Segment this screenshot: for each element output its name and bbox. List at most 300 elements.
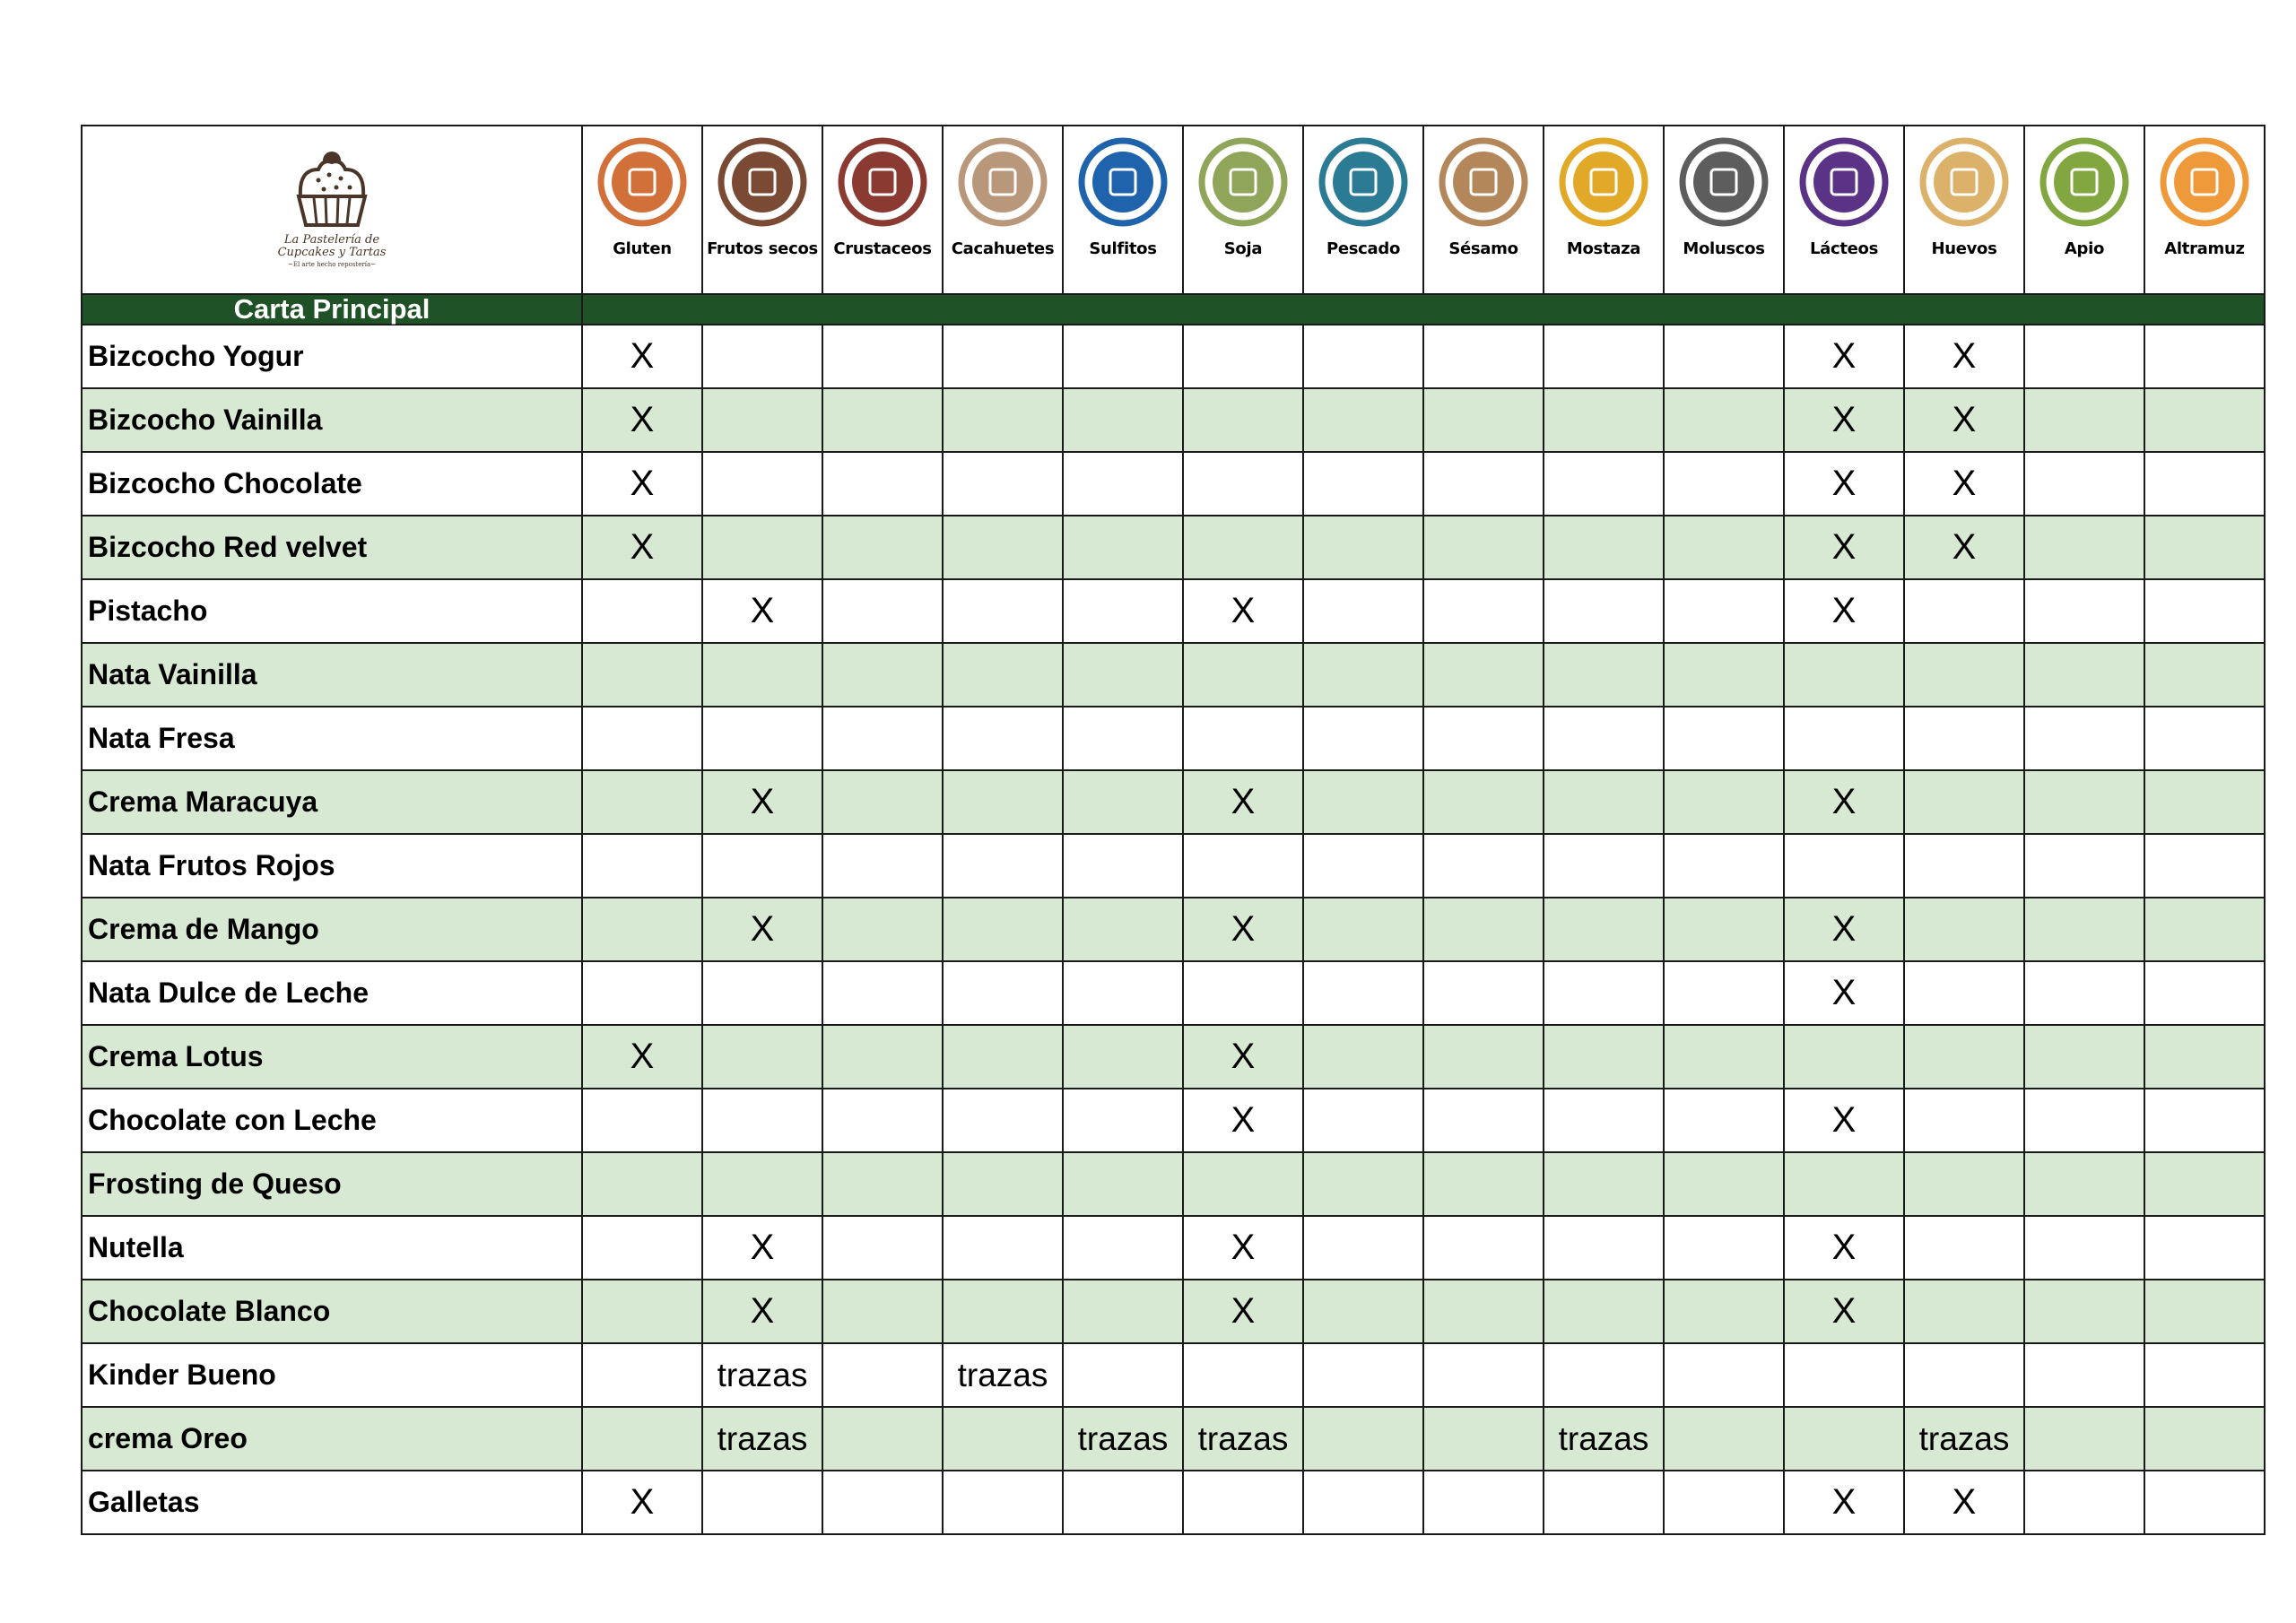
allergen-cell xyxy=(702,643,822,707)
allergen-cell xyxy=(943,579,1063,643)
allergen-cell xyxy=(1303,325,1423,388)
allergen-cell xyxy=(822,1152,943,1216)
allergen-cell xyxy=(1544,770,1664,834)
allergen-cell: trazas xyxy=(702,1407,822,1471)
allergen-cell xyxy=(1063,1216,1183,1280)
allergen-cell: X xyxy=(1904,516,2024,579)
allergen-cell: X xyxy=(1183,1216,1303,1280)
allergen-label: Sésamo xyxy=(1448,239,1518,258)
allergen-cell xyxy=(1423,898,1544,961)
allergen-cell xyxy=(2144,898,2265,961)
allergen-cell xyxy=(1904,1343,2024,1407)
allergen-cell xyxy=(1303,1152,1423,1216)
allergen-cell xyxy=(2024,770,2144,834)
allergen-cell xyxy=(943,1216,1063,1280)
allergen-cell xyxy=(2024,1152,2144,1216)
allergen-cell xyxy=(1784,834,1904,898)
allergen-cell xyxy=(1063,516,1183,579)
allergen-cell: X xyxy=(1183,898,1303,961)
allergen-cell xyxy=(822,1089,943,1152)
celery-icon xyxy=(2038,135,2131,229)
allergen-cell xyxy=(2024,388,2144,452)
allergen-cell xyxy=(943,1089,1063,1152)
allergen-cell xyxy=(1063,388,1183,452)
allergen-cell xyxy=(822,707,943,770)
allergen-cell: X xyxy=(1784,516,1904,579)
allergen-cell xyxy=(1423,452,1544,516)
allergen-cell xyxy=(1544,961,1664,1025)
item-name: Nata Vainilla xyxy=(82,643,582,707)
allergen-cell xyxy=(1904,898,2024,961)
allergen-cell xyxy=(1664,452,1784,516)
cupcake-logo-icon xyxy=(265,143,399,277)
table-row xyxy=(82,1089,2265,1152)
item-name: Crema Maracuya xyxy=(82,770,582,834)
allergen-cell xyxy=(822,643,943,707)
allergen-cell xyxy=(1423,325,1544,388)
allergen-label: Altramuz xyxy=(2164,239,2245,258)
allergen-cell xyxy=(1303,1025,1423,1089)
allergen-cell xyxy=(1303,516,1423,579)
allergen-cell xyxy=(1423,1280,1544,1343)
allergen-cell xyxy=(822,770,943,834)
allergen-cell: trazas xyxy=(702,1343,822,1407)
allergen-cell xyxy=(1423,961,1544,1025)
allergen-cell: X xyxy=(1183,770,1303,834)
allergen-cell xyxy=(582,770,702,834)
allergen-cell xyxy=(1063,325,1183,388)
allergen-cell xyxy=(1904,834,2024,898)
allergen-cell xyxy=(822,388,943,452)
allergen-cell xyxy=(1183,388,1303,452)
allergen-label: Soja xyxy=(1223,239,1263,258)
allergen-cell xyxy=(2024,325,2144,388)
allergen-cell xyxy=(1303,1280,1423,1343)
item-name: Nata Frutos Rojos xyxy=(82,834,582,898)
shell-icon xyxy=(1677,135,1770,229)
allergen-cell xyxy=(1183,834,1303,898)
allergen-cell xyxy=(1664,388,1784,452)
allergen-cell xyxy=(1183,325,1303,388)
table-row xyxy=(82,579,2265,643)
allergen-cell: X xyxy=(1784,961,1904,1025)
allergen-cell: X xyxy=(582,1025,702,1089)
allergen-cell xyxy=(1544,898,1664,961)
allergen-cell: X xyxy=(582,388,702,452)
allergen-cell xyxy=(2144,452,2265,516)
allergen-cell xyxy=(582,1152,702,1216)
allergen-cell xyxy=(1423,579,1544,643)
allergen-cell xyxy=(1904,1216,2024,1280)
allergen-cell: trazas xyxy=(1063,1407,1183,1471)
logo-tagline: ~El arte hecho repostería~ xyxy=(287,261,377,268)
allergen-cell xyxy=(1904,707,2024,770)
allergen-cell xyxy=(1303,961,1423,1025)
allergen-cell xyxy=(943,1280,1063,1343)
allergen-cell xyxy=(1063,770,1183,834)
allergen-cell xyxy=(1544,579,1664,643)
allergen-cell xyxy=(1784,1152,1904,1216)
allergen-cell: X xyxy=(1183,1280,1303,1343)
allergen-cell xyxy=(2024,452,2144,516)
item-name: Nutella xyxy=(82,1216,582,1280)
allergen-cell xyxy=(2144,961,2265,1025)
allergen-label: Huevos xyxy=(1931,239,1997,258)
allergen-cell xyxy=(1303,452,1423,516)
allergen-cell: trazas xyxy=(943,1343,1063,1407)
allergen-cell xyxy=(2144,834,2265,898)
allergen-cell xyxy=(2144,643,2265,707)
allergen-cell xyxy=(2024,707,2144,770)
allergen-cell xyxy=(1664,1471,1784,1534)
allergen-cell: trazas xyxy=(1544,1407,1664,1471)
shrimp-icon xyxy=(836,135,929,229)
allergen-cell xyxy=(943,516,1063,579)
allergen-cell xyxy=(1423,1152,1544,1216)
allergen-cell xyxy=(943,325,1063,388)
allergen-cell xyxy=(1544,516,1664,579)
table-row xyxy=(82,961,2265,1025)
allergen-header-lácteos xyxy=(1784,126,1904,294)
item-name: Crema de Mango xyxy=(82,898,582,961)
item-name: Bizcocho Vainilla xyxy=(82,388,582,452)
allergen-cell xyxy=(822,1025,943,1089)
allergen-cell: X xyxy=(582,516,702,579)
so2-icon xyxy=(1076,135,1170,229)
allergen-cell xyxy=(2024,1407,2144,1471)
allergen-cell: X xyxy=(1784,770,1904,834)
allergen-cell xyxy=(2144,516,2265,579)
table-row xyxy=(82,834,2265,898)
allergen-cell xyxy=(582,643,702,707)
allergen-cell: trazas xyxy=(1904,1407,2024,1471)
allergen-cell xyxy=(1664,1152,1784,1216)
allergen-cell xyxy=(1183,1471,1303,1534)
allergen-cell xyxy=(1183,1152,1303,1216)
allergen-cell: X xyxy=(1784,452,1904,516)
allergen-cell xyxy=(1303,1089,1423,1152)
allergen-cell xyxy=(582,1280,702,1343)
item-name: Nata Dulce de Leche xyxy=(82,961,582,1025)
allergen-cell xyxy=(2024,579,2144,643)
allergen-cell xyxy=(1063,1343,1183,1407)
allergen-cell xyxy=(702,1025,822,1089)
allergen-cell xyxy=(1664,961,1784,1025)
allergen-cell xyxy=(1904,1025,2024,1089)
allergen-cell xyxy=(1063,1025,1183,1089)
allergen-cell xyxy=(2024,1471,2144,1534)
allergen-cell: X xyxy=(1784,1471,1904,1534)
allergen-cell xyxy=(702,707,822,770)
allergen-cell xyxy=(822,1471,943,1534)
allergen-cell xyxy=(1303,707,1423,770)
item-name: Kinder Bueno xyxy=(82,1343,582,1407)
allergen-header-moluscos xyxy=(1664,126,1784,294)
section-title: Carta Principal xyxy=(82,294,582,325)
allergen-label: Sulfitos xyxy=(1089,239,1157,258)
item-name: Bizcocho Yogur xyxy=(82,325,582,388)
allergen-cell xyxy=(1664,516,1784,579)
allergen-cell: X xyxy=(1904,452,2024,516)
allergen-cell xyxy=(1664,770,1784,834)
allergen-cell xyxy=(1063,1280,1183,1343)
allergen-cell xyxy=(2144,1407,2265,1471)
allergen-cell xyxy=(1784,707,1904,770)
allergen-cell: trazas xyxy=(1183,1407,1303,1471)
allergen-cell xyxy=(1423,643,1544,707)
allergen-label: Apio xyxy=(2064,239,2105,258)
table-row xyxy=(82,1343,2265,1407)
table-row xyxy=(82,1280,2265,1343)
item-name: Frosting de Queso xyxy=(82,1152,582,1216)
item-name: Chocolate con Leche xyxy=(82,1089,582,1152)
allergen-cell xyxy=(702,388,822,452)
allergen-cell xyxy=(1423,770,1544,834)
allergen-cell xyxy=(943,770,1063,834)
allergen-cell xyxy=(702,325,822,388)
allergen-cell xyxy=(943,961,1063,1025)
allergen-cell xyxy=(1664,325,1784,388)
allergen-cell xyxy=(1544,325,1664,388)
allergen-cell xyxy=(943,1407,1063,1471)
allergen-cell xyxy=(1664,707,1784,770)
table-row xyxy=(82,1152,2265,1216)
allergen-cell: X xyxy=(1183,579,1303,643)
allergen-cell xyxy=(1423,707,1544,770)
allergen-cell xyxy=(1544,1025,1664,1089)
allergen-cell xyxy=(582,1343,702,1407)
allergen-cell xyxy=(1664,1343,1784,1407)
allergen-cell xyxy=(1664,1025,1784,1089)
allergen-cell xyxy=(702,1089,822,1152)
egg-icon xyxy=(1918,135,2011,229)
allergen-cell xyxy=(1183,961,1303,1025)
allergen-cell xyxy=(2024,1025,2144,1089)
allergen-cell xyxy=(2024,834,2144,898)
allergen-cell xyxy=(1303,388,1423,452)
allergen-header-sulfitos xyxy=(1063,126,1183,294)
allergen-cell xyxy=(822,325,943,388)
allergen-cell xyxy=(1063,898,1183,961)
logo xyxy=(82,126,582,294)
allergen-cell xyxy=(822,579,943,643)
allergen-cell xyxy=(2024,643,2144,707)
allergen-header-pescado xyxy=(1303,126,1423,294)
allergen-cell xyxy=(1544,1152,1664,1216)
allergen-cell xyxy=(943,388,1063,452)
menu-items xyxy=(82,325,2265,1534)
allergen-cell: X xyxy=(1904,1471,2024,1534)
table-row xyxy=(82,1471,2265,1534)
nut-icon xyxy=(716,135,809,229)
allergen-header-huevos xyxy=(1904,126,2024,294)
allergen-cell xyxy=(1303,898,1423,961)
allergen-cell xyxy=(1904,961,2024,1025)
allergen-cell xyxy=(1904,770,2024,834)
allergen-cell: X xyxy=(1784,325,1904,388)
allergen-cell: X xyxy=(1784,388,1904,452)
allergen-header-soja xyxy=(1183,126,1303,294)
allergen-cell: X xyxy=(1784,1089,1904,1152)
table-row xyxy=(82,388,2265,452)
allergen-cell xyxy=(2144,1089,2265,1152)
allergen-cell xyxy=(1544,707,1664,770)
allergen-cell xyxy=(822,1407,943,1471)
table-row xyxy=(82,452,2265,516)
allergen-label: Gluten xyxy=(613,239,672,258)
table-row xyxy=(82,643,2265,707)
allergen-cell xyxy=(1063,707,1183,770)
allergen-cell xyxy=(1544,834,1664,898)
allergen-cell: X xyxy=(582,452,702,516)
table-row xyxy=(82,325,2265,388)
section-band xyxy=(82,294,2265,325)
allergen-cell xyxy=(1063,1089,1183,1152)
allergen-cell xyxy=(2024,1343,2144,1407)
allergen-cell xyxy=(1664,898,1784,961)
allergen-cell xyxy=(943,898,1063,961)
allergen-cell: X xyxy=(702,1216,822,1280)
allergen-cell xyxy=(1544,1280,1664,1343)
allergen-cell xyxy=(2144,579,2265,643)
allergen-cell xyxy=(702,452,822,516)
allergen-cell: X xyxy=(1784,1216,1904,1280)
allergen-cell xyxy=(1303,643,1423,707)
allergen-cell xyxy=(943,643,1063,707)
soy-icon xyxy=(1196,135,1290,229)
allergen-cell xyxy=(2144,1216,2265,1280)
allergen-cell xyxy=(2144,388,2265,452)
peanut-icon xyxy=(956,135,1049,229)
item-name: Crema Lotus xyxy=(82,1025,582,1089)
allergen-header-altramuz xyxy=(2144,126,2265,294)
allergen-cell xyxy=(702,961,822,1025)
allergen-header-gluten xyxy=(582,126,702,294)
allergen-label: Crustaceos xyxy=(833,239,932,258)
allergen-cell xyxy=(2024,898,2144,961)
table-row xyxy=(82,770,2265,834)
allergen-cell xyxy=(943,1152,1063,1216)
allergen-label: Mostaza xyxy=(1566,239,1641,258)
allergen-cell: X xyxy=(1904,325,2024,388)
allergen-cell xyxy=(1423,1089,1544,1152)
allergen-cell: X xyxy=(1183,1089,1303,1152)
allergen-cell xyxy=(1063,961,1183,1025)
allergen-cell xyxy=(822,452,943,516)
allergen-cell xyxy=(1664,1407,1784,1471)
allergen-cell xyxy=(1784,1025,1904,1089)
allergen-cell xyxy=(1664,1216,1784,1280)
allergen-cell xyxy=(2024,1216,2144,1280)
allergen-cell xyxy=(1183,707,1303,770)
allergen-cell xyxy=(822,1343,943,1407)
allergen-cell xyxy=(1183,643,1303,707)
allergen-cell xyxy=(582,961,702,1025)
allergen-header-sésamo xyxy=(1423,126,1544,294)
allergen-cell xyxy=(1664,834,1784,898)
allergen-cell xyxy=(2024,1089,2144,1152)
allergen-label: Lácteos xyxy=(1809,239,1879,258)
table-row xyxy=(82,1216,2265,1280)
allergen-cell xyxy=(1544,1089,1664,1152)
allergen-cell: X xyxy=(582,325,702,388)
allergen-cell xyxy=(582,579,702,643)
allergen-cell xyxy=(582,898,702,961)
sesame-icon xyxy=(1437,135,1530,229)
allergen-cell xyxy=(582,834,702,898)
allergen-cell xyxy=(1544,1471,1664,1534)
allergen-cell: X xyxy=(1183,1025,1303,1089)
allergen-cell xyxy=(943,452,1063,516)
allergen-cell xyxy=(1544,452,1664,516)
allergen-cell: X xyxy=(1784,1280,1904,1343)
allergen-cell xyxy=(1063,579,1183,643)
allergen-cell xyxy=(1784,643,1904,707)
allergen-cell xyxy=(1904,1089,2024,1152)
allergen-cell xyxy=(1063,452,1183,516)
lupin-icon xyxy=(2158,135,2251,229)
table-row xyxy=(82,1407,2265,1471)
allergen-label: Pescado xyxy=(1326,239,1401,258)
table-row xyxy=(82,898,2265,961)
allergen-header-cacahuetes xyxy=(943,126,1063,294)
milk-icon xyxy=(1797,135,1891,229)
item-name: Bizcocho Red velvet xyxy=(82,516,582,579)
allergen-cell xyxy=(1904,643,2024,707)
allergen-cell xyxy=(1904,579,2024,643)
allergen-cell xyxy=(822,516,943,579)
allergen-cell xyxy=(702,1471,822,1534)
item-name: crema Oreo xyxy=(82,1407,582,1471)
allergen-cell xyxy=(1183,1343,1303,1407)
allergen-header-mostaza xyxy=(1544,126,1664,294)
item-name: Galletas xyxy=(82,1471,582,1534)
allergen-cell xyxy=(1423,388,1544,452)
allergen-cell xyxy=(1423,1216,1544,1280)
item-name: Chocolate Blanco xyxy=(82,1280,582,1343)
allergen-cell xyxy=(943,1471,1063,1534)
allergen-cell xyxy=(1063,834,1183,898)
allergen-cell xyxy=(822,961,943,1025)
allergen-cell xyxy=(1303,834,1423,898)
allergen-cell xyxy=(822,1216,943,1280)
allergen-cell xyxy=(1904,1152,2024,1216)
allergen-header-apio xyxy=(2024,126,2144,294)
item-name: Nata Fresa xyxy=(82,707,582,770)
allergen-cell xyxy=(1303,1407,1423,1471)
allergen-cell xyxy=(1303,1216,1423,1280)
allergen-cell xyxy=(2024,1280,2144,1343)
allergen-cell xyxy=(1063,1152,1183,1216)
allergen-label: Frutos secos xyxy=(707,239,818,258)
allergen-cell xyxy=(582,1407,702,1471)
allergen-cell: X xyxy=(702,1280,822,1343)
allergen-cell xyxy=(1303,770,1423,834)
allergen-cell xyxy=(1904,1280,2024,1343)
allergen-cell xyxy=(2144,707,2265,770)
allergen-cell xyxy=(1423,516,1544,579)
allergen-cell xyxy=(2024,516,2144,579)
allergen-cell xyxy=(1544,388,1664,452)
table-row xyxy=(82,1025,2265,1089)
allergen-cell xyxy=(582,707,702,770)
allergen-cell xyxy=(1423,834,1544,898)
allergen-cell xyxy=(2144,770,2265,834)
allergen-cell xyxy=(1183,516,1303,579)
allergen-cell xyxy=(702,516,822,579)
allergen-cell xyxy=(1784,1407,1904,1471)
allergen-cell xyxy=(943,707,1063,770)
